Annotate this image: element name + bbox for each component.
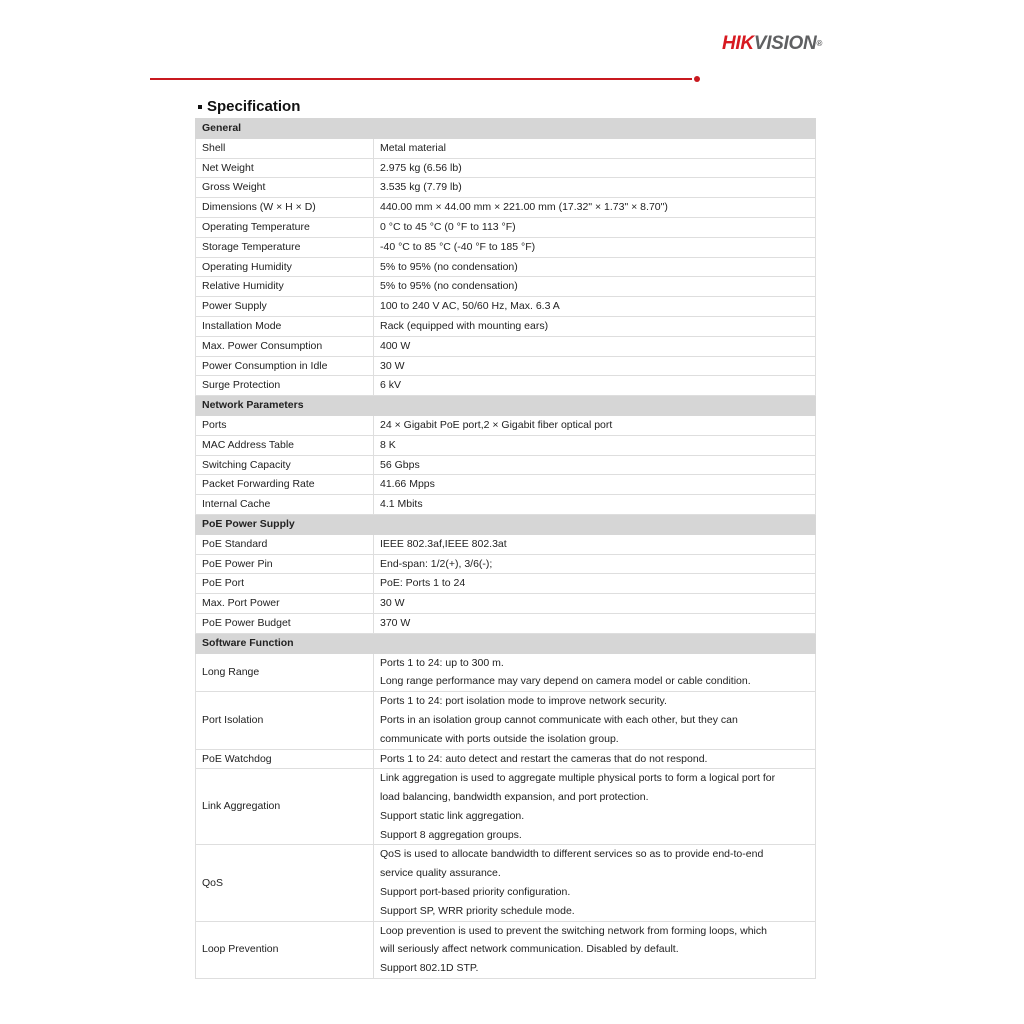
spec-value-line: Support 8 aggregation groups. <box>380 828 522 841</box>
spec-label: Long Range <box>196 653 374 692</box>
spec-label: QoS <box>196 845 374 921</box>
spec-value-line: Link aggregation is used to aggregate multiple physical ports to form a logical port for <box>380 772 776 785</box>
spec-value-line: 24 × Gigabit PoE port,2 × Gigabit fiber optical port <box>380 418 613 431</box>
spec-row <box>196 415 816 435</box>
spec-row <box>196 158 816 178</box>
spec-value <box>374 594 816 614</box>
page-title <box>198 98 300 115</box>
spec-label: PoE Standard <box>196 534 374 554</box>
specification-table <box>195 118 816 979</box>
spec-value <box>374 435 816 455</box>
spec-value <box>374 237 816 257</box>
spec-value-line: communicate with ports outside the isolation group. <box>380 732 619 745</box>
spec-value-line: Rack (equipped with mounting ears) <box>380 319 549 332</box>
spec-row <box>196 613 816 633</box>
spec-value <box>374 574 816 594</box>
spec-label: PoE Watchdog <box>196 749 374 769</box>
spec-value-line: 3.535 kg (7.79 lb) <box>380 181 462 194</box>
spec-row <box>196 653 816 692</box>
section-title: Network Parameters <box>196 396 816 416</box>
spec-value-line: Loop prevention is used to prevent the switching network from forming loops, which <box>380 924 767 937</box>
spec-value-line: 30 W <box>380 597 405 610</box>
spec-label: Relative Humidity <box>196 277 374 297</box>
spec-value <box>374 217 816 237</box>
spec-row <box>196 376 816 396</box>
spec-value <box>374 475 816 495</box>
spec-value <box>374 178 816 198</box>
spec-value-line: 0 °C to 45 °C (0 °F to 113 °F) <box>380 220 516 233</box>
spec-value-line: Support 802.1D STP. <box>380 962 479 975</box>
spec-value-line: 100 to 240 V AC, 50/60 Hz, Max. 6.3 A <box>380 300 560 313</box>
spec-row <box>196 297 816 317</box>
spec-value-line: -40 °C to 85 °C (-40 °F to 185 °F) <box>380 240 536 253</box>
spec-label: Loop Prevention <box>196 921 374 978</box>
spec-value-line: Support SP, WRR priority schedule mode. <box>380 904 575 917</box>
spec-value <box>374 277 816 297</box>
spec-label: Max. Power Consumption <box>196 336 374 356</box>
spec-row <box>196 692 816 749</box>
spec-value <box>374 845 816 921</box>
spec-value-line: IEEE 802.3af,IEEE 802.3at <box>380 537 507 550</box>
header-divider-dot <box>694 76 700 82</box>
spec-label: Shell <box>196 138 374 158</box>
spec-value-line: Ports 1 to 24: port isolation mode to improve network security. <box>380 695 667 708</box>
spec-value-line: 440.00 mm × 44.00 mm × 221.00 mm (17.32" × 1.73" × 8.70") <box>380 201 668 214</box>
spec-value-line: 4.1 Mbits <box>380 498 423 511</box>
spec-value <box>374 495 816 515</box>
spec-value <box>374 376 816 396</box>
spec-value-line: PoE: Ports 1 to 24 <box>380 577 466 590</box>
section-title: Software Function <box>196 633 816 653</box>
spec-value <box>374 455 816 475</box>
spec-value-line: 56 Gbps <box>380 458 420 471</box>
spec-row <box>196 495 816 515</box>
spec-value-line: QoS is used to allocate bandwidth to different services so as to provide end-to-end <box>380 848 764 861</box>
spec-value <box>374 613 816 633</box>
spec-value-line: Metal material <box>380 141 446 154</box>
spec-value <box>374 198 816 218</box>
spec-label: Storage Temperature <box>196 237 374 257</box>
spec-row <box>196 534 816 554</box>
spec-label: Gross Weight <box>196 178 374 198</box>
spec-value-line: Support static link aggregation. <box>380 809 525 822</box>
spec-label: Ports <box>196 415 374 435</box>
spec-label: PoE Port <box>196 574 374 594</box>
spec-row <box>196 356 816 376</box>
hikvision-logo: HIKVISION® <box>722 33 823 54</box>
spec-row <box>196 316 816 336</box>
spec-value-line: 6 kV <box>380 379 402 392</box>
spec-row <box>196 198 816 218</box>
spec-value-line: Ports in an isolation group cannot communicate with each other, but they can <box>380 713 738 726</box>
spec-row <box>196 217 816 237</box>
spec-value-line: will seriously affect network communication. Disabled by default. <box>380 943 679 956</box>
spec-value-line: 5% to 95% (no condensation) <box>380 260 518 273</box>
spec-row <box>196 574 816 594</box>
spec-row <box>196 554 816 574</box>
spec-row <box>196 845 816 921</box>
header-divider <box>150 78 692 80</box>
spec-value <box>374 749 816 769</box>
spec-label: Switching Capacity <box>196 455 374 475</box>
bullet-icon <box>198 105 202 109</box>
spec-value-line: End-span: 1/2(+), 3/6(-); <box>380 557 493 570</box>
section-header <box>196 396 816 416</box>
spec-row <box>196 138 816 158</box>
spec-value-line: 30 W <box>380 359 405 372</box>
spec-row <box>196 769 816 845</box>
spec-label: Link Aggregation <box>196 769 374 845</box>
spec-label: Packet Forwarding Rate <box>196 475 374 495</box>
spec-value <box>374 336 816 356</box>
spec-value-line: load balancing, bandwidth expansion, and port protection. <box>380 791 649 804</box>
spec-row <box>196 336 816 356</box>
spec-value <box>374 138 816 158</box>
spec-row <box>196 257 816 277</box>
spec-value <box>374 158 816 178</box>
spec-value-line: service quality assurance. <box>380 867 501 880</box>
spec-label: Port Isolation <box>196 692 374 749</box>
spec-row <box>196 475 816 495</box>
spec-value-line: 400 W <box>380 339 411 352</box>
spec-label: MAC Address Table <box>196 435 374 455</box>
spec-row <box>196 178 816 198</box>
spec-value <box>374 534 816 554</box>
spec-value-line: 2.975 kg (6.56 lb) <box>380 161 462 174</box>
section-header <box>196 633 816 653</box>
spec-label: Power Consumption in Idle <box>196 356 374 376</box>
spec-value <box>374 297 816 317</box>
spec-label: Operating Temperature <box>196 217 374 237</box>
section-header <box>196 514 816 534</box>
spec-value-line: Ports 1 to 24: auto detect and restart the cameras that do not respond. <box>380 752 708 765</box>
section-header <box>196 119 816 139</box>
spec-label: Operating Humidity <box>196 257 374 277</box>
spec-value-line: Ports 1 to 24: up to 300 m. <box>380 656 504 669</box>
spec-value-line: 41.66 Mpps <box>380 478 435 491</box>
spec-value <box>374 257 816 277</box>
spec-value <box>374 554 816 574</box>
page-title-text: Specification <box>207 98 301 115</box>
section-title: PoE Power Supply <box>196 514 816 534</box>
spec-value <box>374 921 816 978</box>
spec-row <box>196 921 816 978</box>
spec-value <box>374 415 816 435</box>
spec-value-line: Long range performance may vary depend on camera model or cable condition. <box>380 675 751 688</box>
spec-value <box>374 769 816 845</box>
spec-value <box>374 692 816 749</box>
spec-value <box>374 356 816 376</box>
spec-value-line: 370 W <box>380 616 411 629</box>
spec-label: Installation Mode <box>196 316 374 336</box>
spec-label: Max. Port Power <box>196 594 374 614</box>
section-title: General <box>196 119 816 139</box>
spec-row <box>196 594 816 614</box>
spec-label: Dimensions (W × H × D) <box>196 198 374 218</box>
spec-label: Surge Protection <box>196 376 374 396</box>
spec-label: Power Supply <box>196 297 374 317</box>
spec-label: Net Weight <box>196 158 374 178</box>
spec-row <box>196 455 816 475</box>
spec-row <box>196 435 816 455</box>
spec-row <box>196 277 816 297</box>
spec-label: PoE Power Pin <box>196 554 374 574</box>
spec-row <box>196 237 816 257</box>
spec-value-line: 8 K <box>380 438 396 451</box>
spec-value <box>374 653 816 692</box>
spec-value <box>374 316 816 336</box>
spec-row <box>196 749 816 769</box>
spec-label: PoE Power Budget <box>196 613 374 633</box>
spec-label: Internal Cache <box>196 495 374 515</box>
spec-value-line: Support port-based priority configuration. <box>380 886 571 899</box>
spec-value-line: 5% to 95% (no condensation) <box>380 280 518 293</box>
